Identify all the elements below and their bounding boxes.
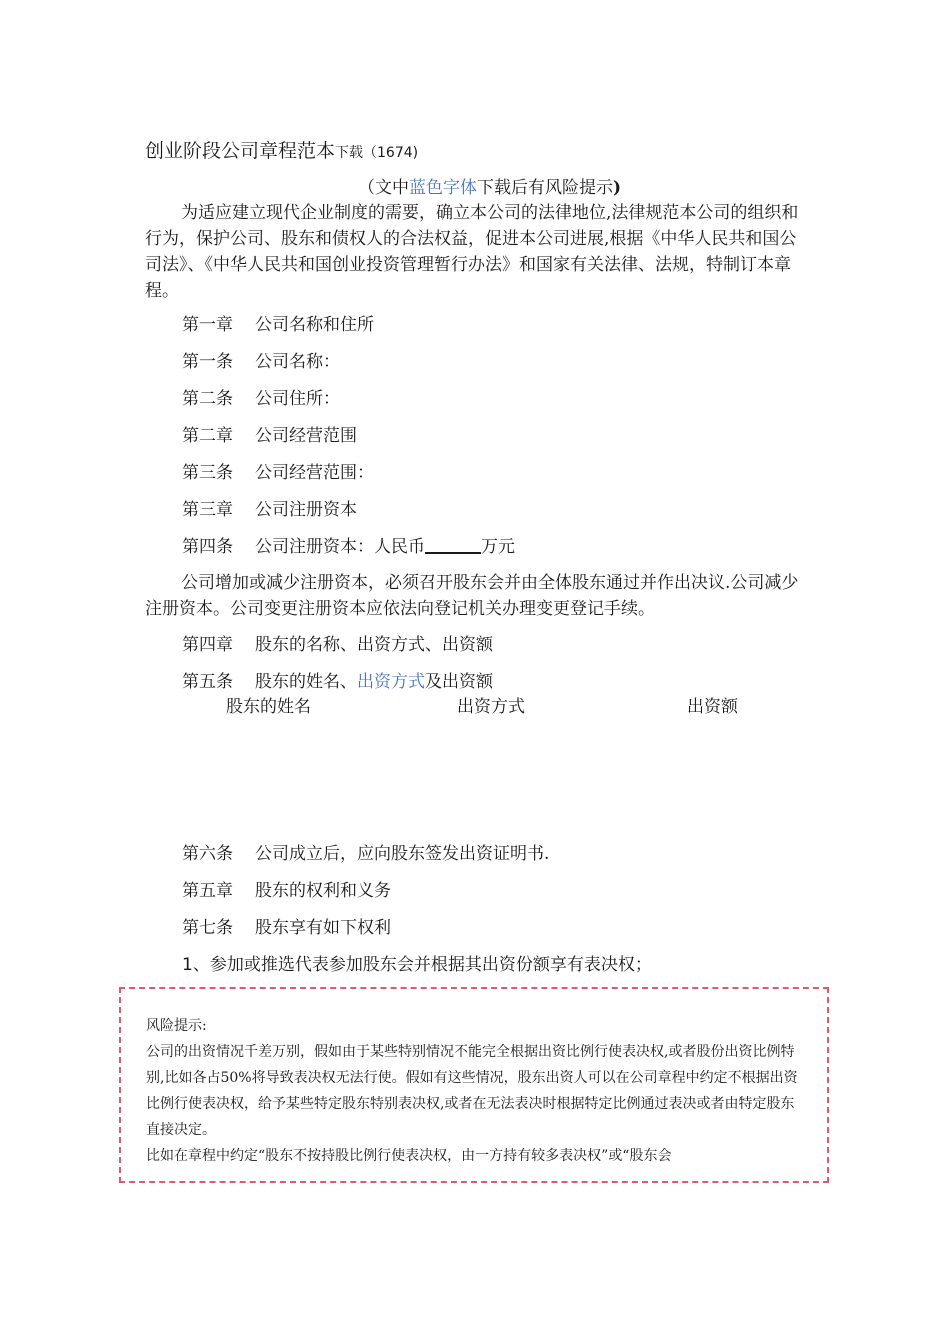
- subtitle-end: ): [613, 178, 622, 198]
- chapter-label: 第三章: [182, 500, 233, 520]
- subtitle-blue-text: 蓝色字体: [409, 178, 477, 198]
- subtitle-pre: （文中: [358, 178, 409, 198]
- capital-paragraph: 公司增加或减少注册资本，必须召开股东会并由全体股东通过并作出决议.公司减少注册资本。公司变更注册资本应依法向登记机关办理变更登记手续。: [145, 573, 799, 619]
- article-text-post: 及出资额: [425, 672, 493, 692]
- subtitle-post: 下载后有风险提示: [477, 178, 613, 198]
- article-label: 第七条: [182, 918, 233, 938]
- article-text: 股东享有如下权利: [255, 918, 391, 938]
- capital-amount-blank: [425, 534, 481, 554]
- chapter-label: 第二章: [182, 426, 233, 446]
- list-item-number: 1: [182, 955, 193, 975]
- chapter-label: 第四章: [182, 635, 233, 655]
- article-label: 第六条: [182, 844, 233, 864]
- document-title: [145, 138, 418, 166]
- chapter-label: 第一章: [182, 315, 233, 335]
- chapter-text: 公司名称和住所: [255, 315, 374, 335]
- article-text-pre: 公司注册资本：人民币: [255, 537, 425, 557]
- chapter-5-heading: [182, 878, 391, 904]
- list-item-1: [182, 952, 652, 978]
- table-header-method: 出资方式: [457, 697, 525, 717]
- chapter-text: 公司经营范围: [255, 426, 357, 446]
- risk-paragraph-1: 公司的出资情况千差万别，假如由于某些特别情况不能完全根据出资比例行使表决权,或者股份出资比例特别,比如各占50%将导致表决权无法行使。假如有这些情况，股东出资人可以在公司章程中约定不根据出资比例行使表决权，给予某些特定股东特别表决权,或者在无法表决时根据特定比例通过表决或者由特定股东直接决定。: [146, 1044, 798, 1138]
- risk-notice-text: [146, 1039, 806, 1169]
- chapter-text: 股东的名称、出资方式、出资额: [255, 635, 493, 655]
- article-6: [182, 841, 549, 867]
- risk-paragraph-2: 比如在章程中约定“股东不按持股比例行使表决权，由一方持有较多表决权”或“股东会: [146, 1148, 672, 1164]
- chapter-1-heading: [182, 312, 374, 338]
- chapter-label: 第五章: [182, 881, 233, 901]
- chapter-text: 股东的权利和义务: [255, 881, 391, 901]
- chapter-4-heading: [182, 632, 493, 658]
- table-header-name: 股东的姓名: [226, 697, 311, 717]
- article-text-pre: 股东的姓名、: [255, 672, 357, 692]
- article-7: [182, 915, 391, 941]
- article-1: [182, 349, 340, 375]
- article-label: 第五条: [182, 672, 233, 692]
- article-4: [182, 534, 515, 560]
- title-main: 创业阶段公司章程范本: [145, 140, 336, 162]
- article-text-blue: 出资方式: [357, 672, 425, 692]
- risk-notice-label: 风险提示:: [146, 1018, 207, 1034]
- article-3: [182, 460, 374, 486]
- chapter-3-heading: [182, 497, 357, 523]
- title-small: 下载: [335, 145, 364, 161]
- article-text-post: 万元: [481, 537, 515, 557]
- article-2: [182, 386, 340, 412]
- article-text: 公司住所：: [255, 389, 340, 409]
- document-subtitle: [358, 176, 621, 200]
- article-label: 第四条: [182, 537, 233, 557]
- article-text: 公司名称：: [255, 352, 340, 372]
- intro-paragraph: 为适应建立现代企业制度的需要，确立本公司的法律地位,法律规范本公司的组织和行为，保护公司、股东和债权人的合法权益，促进本公司进展,根据《中华人民共和国公司法》、《中华人民共和国创业投资管理暂行办法》和国家有关法律、法规，特制订本章程。: [145, 203, 799, 301]
- article-5: [182, 669, 493, 695]
- article-label: 第二条: [182, 389, 233, 409]
- article-text: 公司经营范围：: [255, 463, 374, 483]
- article-label: 第三条: [182, 463, 233, 483]
- title-number: （1674): [363, 145, 419, 161]
- list-item-text: 、参加或推选代表参加股东会并根据其出资份额享有表决权；: [192, 955, 652, 975]
- chapter-text: 公司注册资本: [255, 500, 357, 520]
- article-label: 第一条: [182, 352, 233, 372]
- table-header-amount: 出资额: [687, 697, 738, 717]
- article-text: 公司成立后，应向股东签发出资证明书.: [255, 844, 550, 864]
- chapter-2-heading: [182, 423, 357, 449]
